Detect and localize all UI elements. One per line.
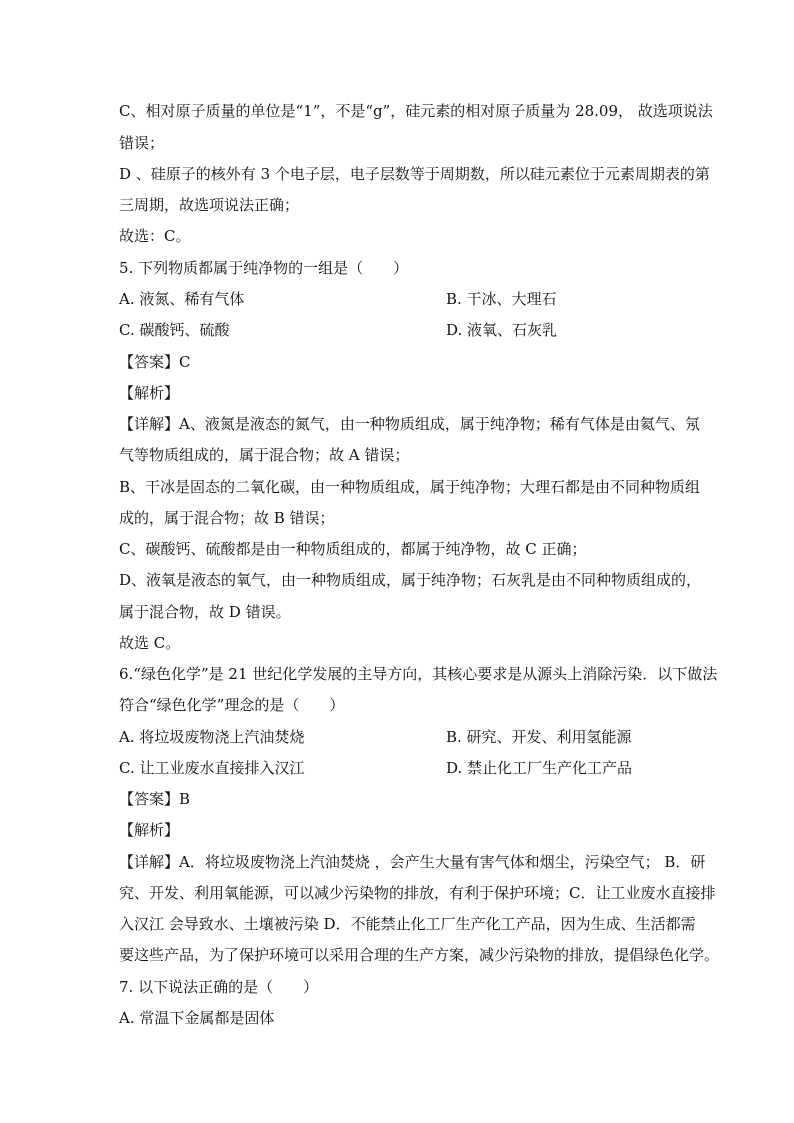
analysis-label-6: 【解析】 [119,821,180,839]
explanation-line: C、碳酸钙、硫酸都是由一种物质组成的，都属于纯净物，故 C 正确； [119,540,587,558]
question-7: 7. 以下说法正确的是（ ） [119,978,319,996]
explanation-line: 要这些产品，为了保护环境可以采用合理的生产方案，减少污染物的排放，提倡绿色化学。 [119,946,720,964]
explanation-line: 【详解】A、液氮是液态的氮气，由一种物质组成，属于纯净物；稀有气体是由氦气、氖 [119,415,700,433]
text-line: 三周期，故选项说法正确； [119,196,300,214]
option-5b: B. 干冰、大理石 [446,290,557,308]
option-7a: A. 常温下金属都是固体 [119,1009,275,1027]
answer-6: 【答案】B [119,790,191,808]
text-line: D 、硅原子的核外有 3 个电子层，电子层数等于周期数，所以硅元素位于元素周期表的第 [119,165,710,183]
option-6d: D. 禁止化工厂生产化工产品 [446,759,633,777]
option-5d: D. 液氧、石灰乳 [446,321,558,339]
option-5c: C. 碳酸钙、硫酸 [119,321,230,339]
option-6b: B. 研究、开发、利用氢能源 [446,728,632,746]
option-5a: A. 液氮、稀有气体 [119,290,245,308]
explanation-line: 入汉江 会导致水、土壤被污染 D．不能禁止化工厂生产化工产品，因为生成、生活都需 [119,915,696,933]
analysis-label-5: 【解析】 [119,384,180,402]
text-line: 故选：C。 [119,227,191,245]
question-5: 5. 下列物质都属于纯净物的一组是（ ） [119,259,409,277]
explanation-line: 属于混合物，故 D 错误。 [119,603,291,621]
explanation-line: 【详解】A．将垃圾废物浇上汽油焚烧 ，会产生大量有害气体和烟尘，污染空气； B．研 [119,853,706,871]
explanation-line: D、液氧是液态的氧气，由一种物质组成，属于纯净物；石灰乳是由不同种物质组成的， [119,571,702,589]
text-line: 错误； [119,134,165,152]
answer-5: 【答案】C [119,353,191,371]
explanation-line: 气等物质组成的，属于混合物；故 A 错误； [119,446,410,464]
explanation-line: B、干冰是固态的二氧化碳，由一种物质组成，属于纯净物；大理石都是由不同种物质组 [119,478,701,496]
question-6-cont: 符合“绿色化学”理念的是（ ） [119,696,345,714]
option-6c: C. 让工业废水直接排入汉江 [119,759,305,777]
explanation-line: 究、开发、利用氧能源，可以减少污染物的排放，有利于保护环境；C．让工业废水直接排 [119,884,716,902]
explanation-line: 成的，属于混合物；故 B 错误； [119,509,335,527]
option-6a: A. 将垃圾废物浇上汽油焚烧 [119,728,305,746]
question-6: 6.“绿色化学”是 21 世纪化学发展的主导方向，其核心要求是从源头上消除污染．以下做法 [119,665,718,683]
text-line: C、相对原子质量的单位是“1”，不是“g”，硅元素的相对原子质量为 28.09， 故选项说法 [119,102,713,120]
explanation-line: 故选 C。 [119,634,181,652]
